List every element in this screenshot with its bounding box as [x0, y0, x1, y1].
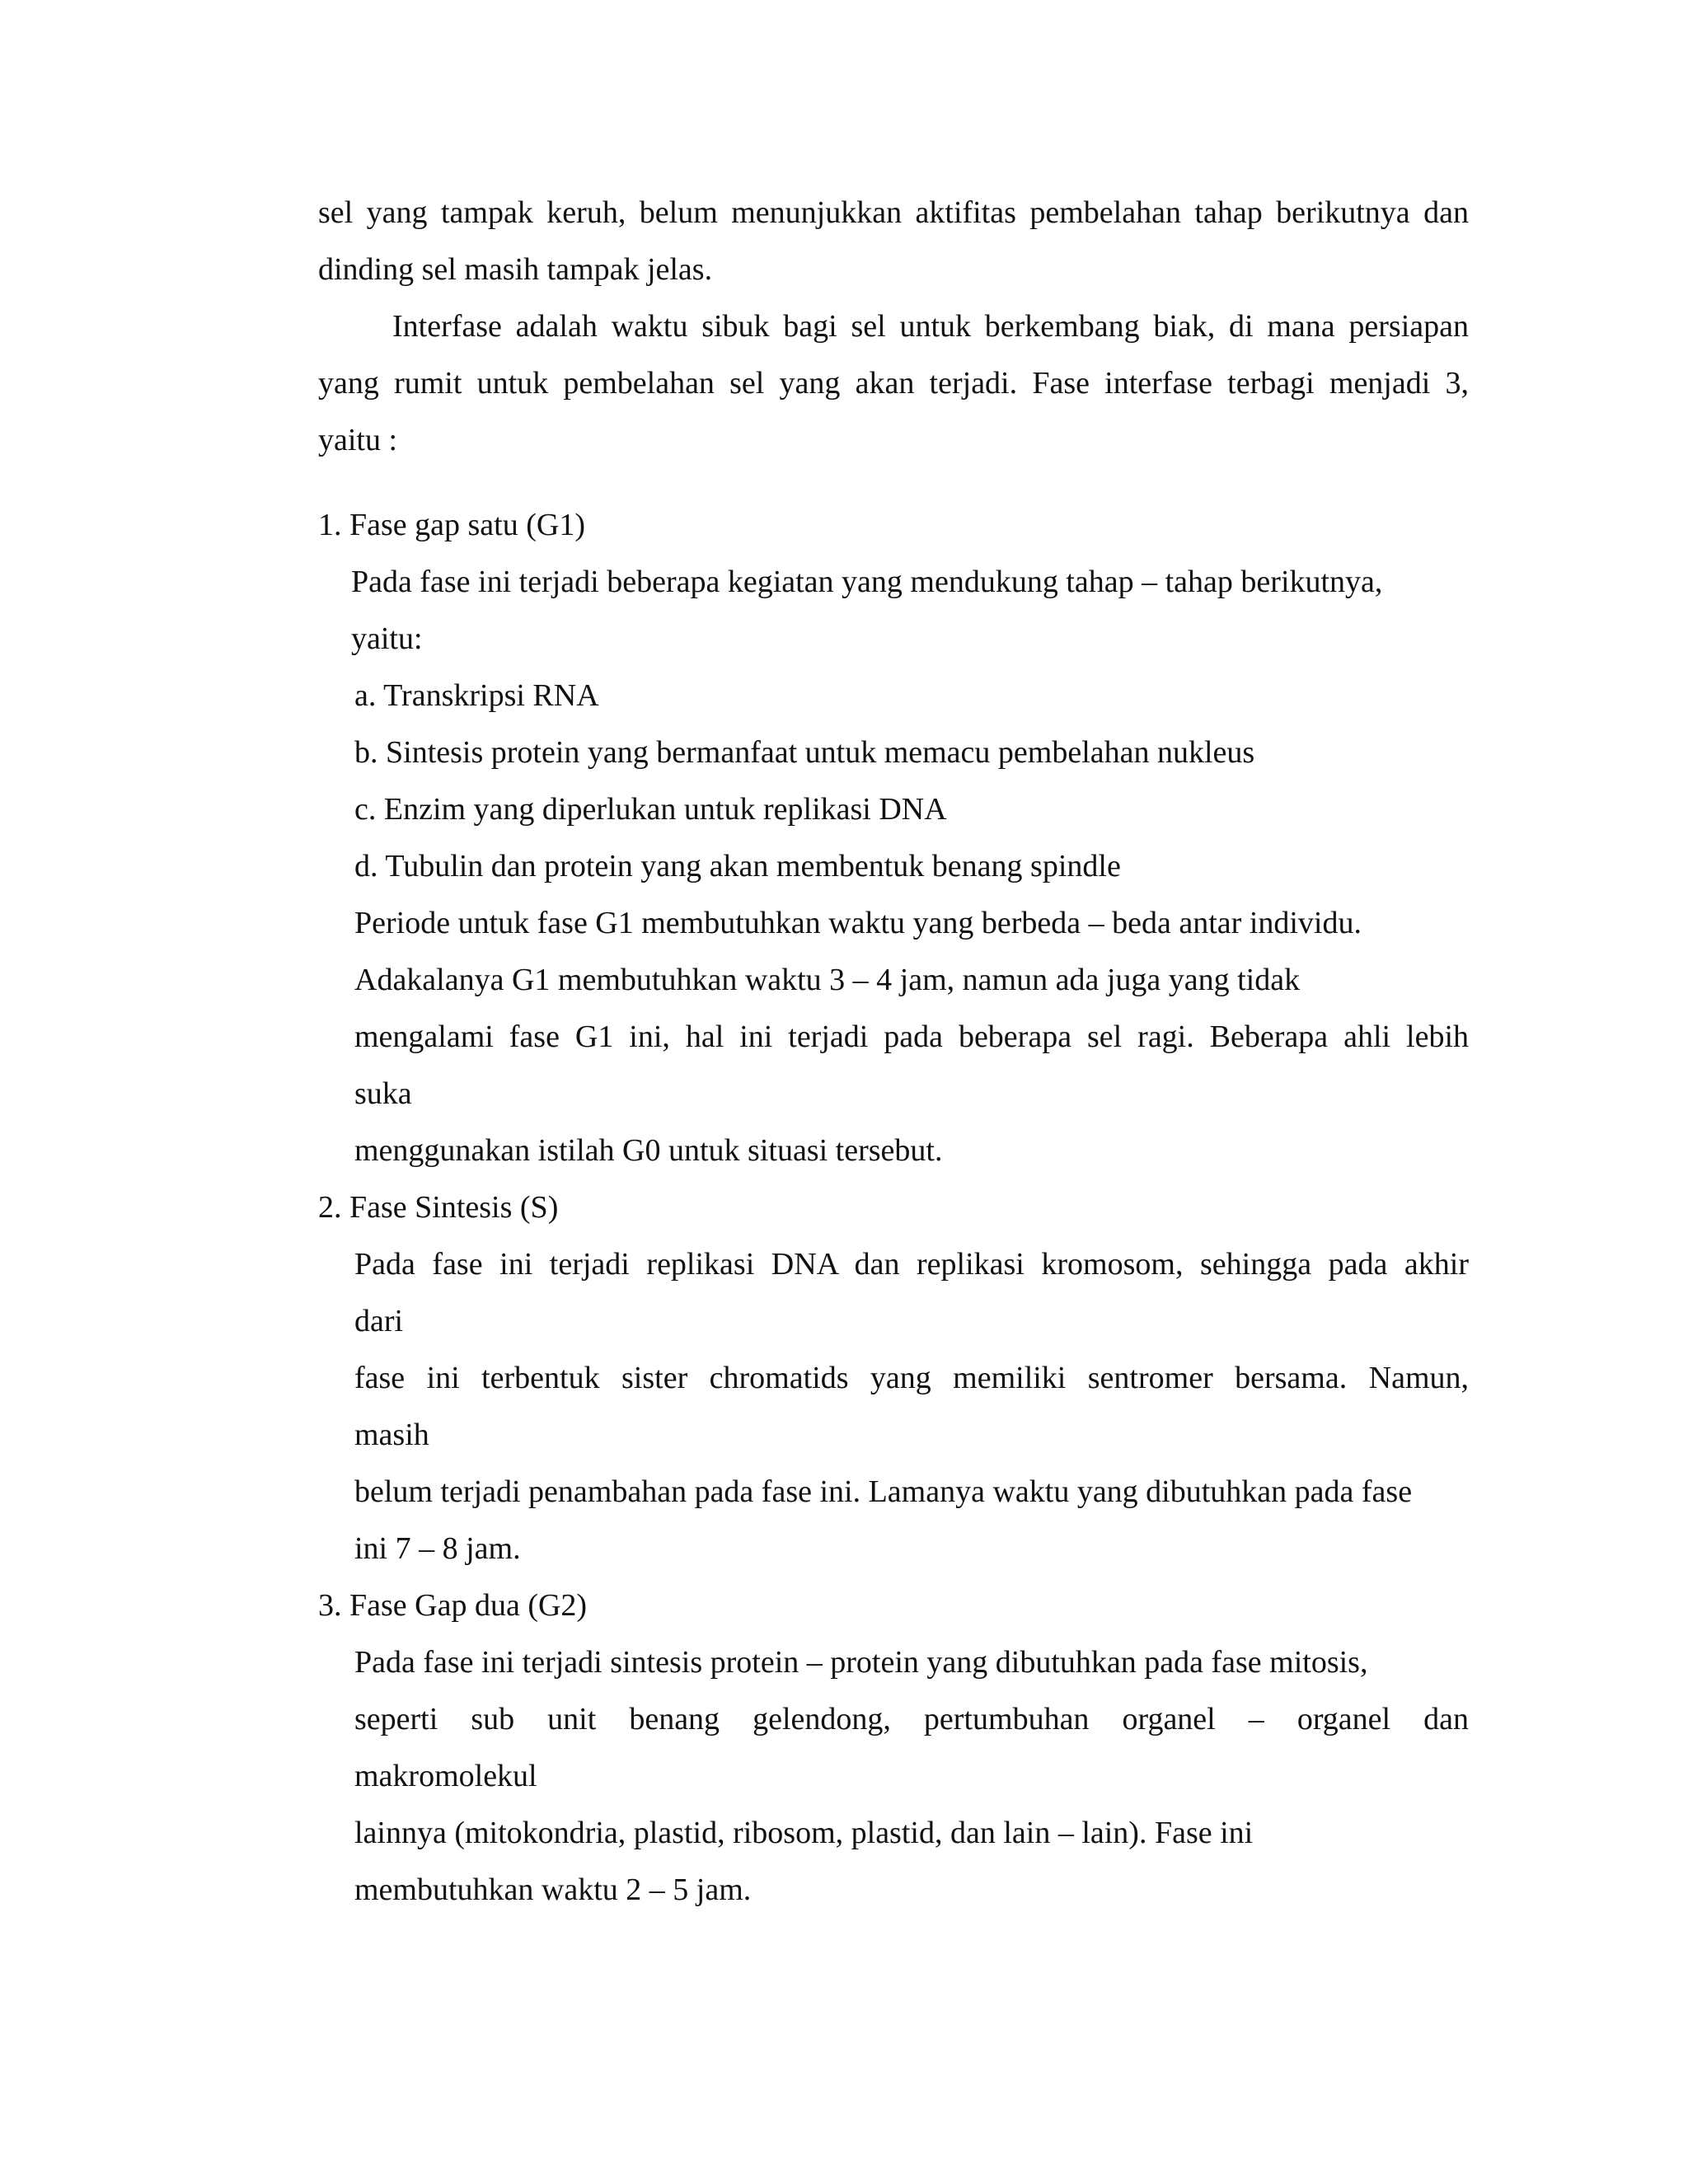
list-heading: 3. Fase Gap dua (G2): [318, 1588, 588, 1623]
paragraph-line: Interfase adalah waktu sibuk bagi sel untuk berkembang biak, di mana persiapan: [392, 309, 1469, 344]
sub-list-item: a. Transkripsi RNA: [354, 678, 599, 713]
sub-list-item: d. Tubulin dan protein yang akan membentuk benang spindle: [354, 849, 1121, 883]
paragraph-line: yaitu :: [318, 423, 398, 457]
list-item-line: Pada fase ini terjadi replikasi DNA dan replikasi kromosom, sehingga pada akhir: [354, 1247, 1469, 1282]
list-item-line: ini 7 – 8 jam.: [354, 1531, 521, 1566]
intro-line: sel yang tampak keruh, belum menunjukkan aktifitas pembelahan tahap berikutnya dan: [318, 195, 1469, 230]
list-item-line: dari: [354, 1304, 404, 1338]
paragraph-line: yang rumit untuk pembelahan sel yang akan terjadi. Fase interfase terbagi menjadi 3,: [318, 366, 1469, 401]
list-item-line: makromolekul: [354, 1759, 537, 1793]
list-item-line: seperti sub unit benang gelendong, pertumbuhan organel – organel dan: [354, 1702, 1469, 1736]
list-item-line: lainnya (mitokondria, plastid, ribosom, plastid, dan lain – lain). Fase ini: [354, 1816, 1254, 1850]
list-item-line: fase ini terbentuk sister chromatids yang memiliki sentromer bersama. Namun,: [354, 1361, 1469, 1395]
list-heading: 1. Fase gap satu (G1): [318, 508, 585, 542]
intro-line: dinding sel masih tampak jelas.: [318, 252, 713, 287]
list-item-line: belum terjadi penambahan pada fase ini. Lamanya waktu yang dibutuhkan pada fase: [354, 1474, 1413, 1509]
list-item-line: Pada fase ini terjadi sintesis protein – protein yang dibutuhkan pada fase mitosis,: [354, 1645, 1368, 1680]
list-heading: 2. Fase Sintesis (S): [318, 1190, 559, 1225]
list-item-line: mengalami fase G1 ini, hal ini terjadi pada beberapa sel ragi. Beberapa ahli lebih: [354, 1019, 1469, 1054]
list-item-line: Adakalanya G1 membutuhkan waktu 3 – 4 jam, namun ada juga yang tidak: [354, 963, 1301, 997]
list-item-line: yaitu:: [351, 621, 423, 656]
list-item-line: masih: [354, 1418, 429, 1452]
sub-list-item: b. Sintesis protein yang bermanfaat untuk memacu pembelahan nukleus: [354, 735, 1255, 770]
list-item-line: Periode untuk fase G1 membutuhkan waktu yang berbeda – beda antar individu.: [354, 906, 1362, 940]
list-item-line: suka: [354, 1076, 412, 1111]
sub-list-item: c. Enzim yang diperlukan untuk replikasi DNA: [354, 792, 947, 827]
list-item-line: membutuhkan waktu 2 – 5 jam.: [354, 1872, 752, 1907]
list-item-line: menggunakan istilah G0 untuk situasi tersebut.: [354, 1133, 943, 1168]
list-item-line: Pada fase ini terjadi beberapa kegiatan yang mendukung tahap – tahap berikutnya,: [351, 565, 1383, 599]
